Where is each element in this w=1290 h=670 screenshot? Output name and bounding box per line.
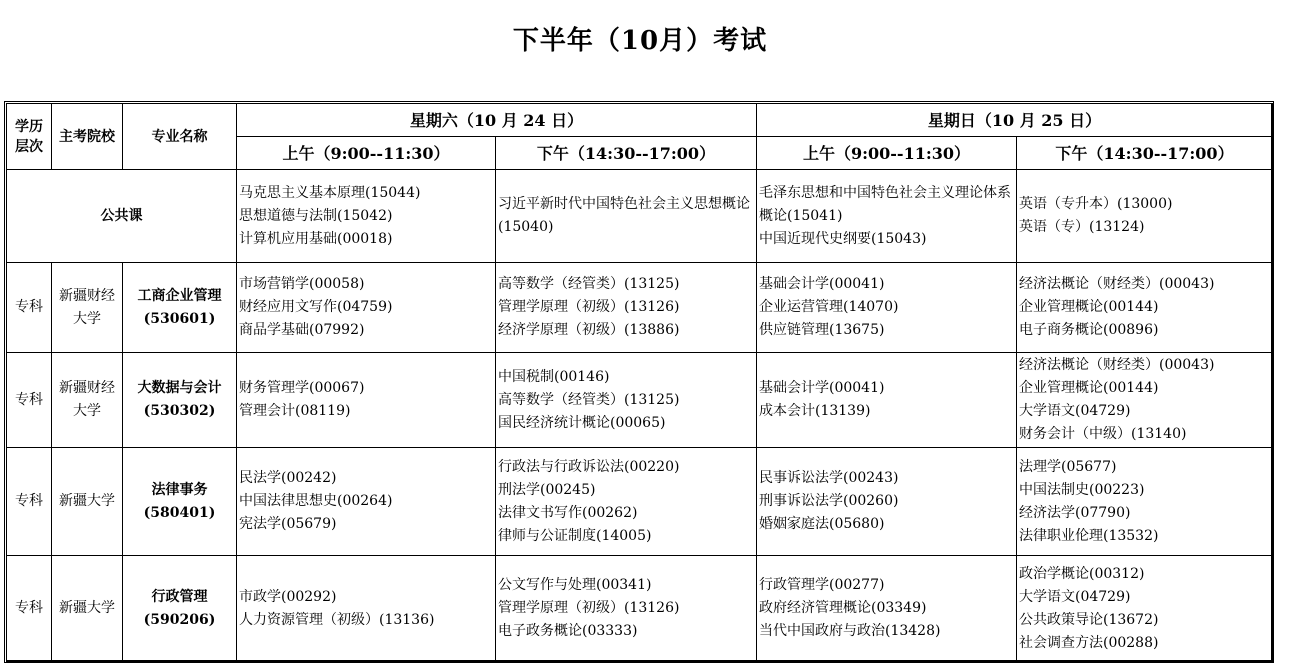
- course-item: 政治学概论(00312): [1019, 565, 1145, 582]
- course-item: 财务管理学(00067): [239, 380, 365, 396]
- header-sun-am: 上午（9:00--11:30）: [757, 137, 1017, 170]
- table-row: [7, 263, 1273, 353]
- header-day-sunday: 星期日（10 月 25 日）: [757, 104, 1273, 137]
- course-item: 电子政务概论(03333): [498, 623, 638, 639]
- major-name: 大数据与会计: [137, 380, 222, 396]
- public-course-row: [7, 170, 1273, 263]
- table-row: [7, 353, 1273, 448]
- public-sat-am-cell: [237, 170, 496, 263]
- major-cell: [123, 353, 237, 448]
- public-course-label: 公共课: [7, 170, 237, 263]
- course-item: 行政法与行政诉讼法(00220): [498, 458, 680, 475]
- course-item: 行政管理学(00277): [759, 577, 885, 593]
- course-item: 思想道德与法制(15042): [239, 207, 393, 224]
- course-item: 财经应用文写作(04759): [239, 299, 393, 315]
- course-item: 大学语文(04729): [1019, 403, 1131, 419]
- course-item: 刑事诉讼法学(00260): [759, 493, 899, 509]
- public-sat-pm-cell: [496, 170, 757, 263]
- course-item: 律师与公证制度(14005): [498, 527, 652, 544]
- course-item: 经济法学(07790): [1019, 504, 1131, 521]
- course-item: 社会调查方法(00288): [1019, 634, 1159, 651]
- course-item: 政府经济管理概论(03349): [759, 600, 927, 616]
- header-level: 学历层次: [7, 104, 52, 170]
- sat-pm-cell: [496, 263, 757, 353]
- course-item: 基础会计学(00041): [759, 380, 885, 396]
- course-item: 中国法制史(00223): [1019, 481, 1145, 498]
- sat-am-cell: [237, 353, 496, 448]
- course-item: 成本会计(13139): [759, 403, 871, 419]
- public-sun-am-cell: [757, 170, 1017, 263]
- major-code: (590206): [143, 611, 216, 628]
- sun-pm-cell: [1017, 448, 1273, 556]
- course-item: 电子商务概论(00896): [1019, 322, 1159, 338]
- course-item: 法律文书写作(00262): [498, 504, 638, 521]
- course-item: 高等数学（经管类）(13125): [498, 391, 680, 408]
- course-item: 高等数学（经管类）(13125): [498, 276, 680, 292]
- major-code: (530601): [143, 310, 216, 327]
- course-item: 管理会计(08119): [239, 403, 351, 419]
- header-sat-pm: 下午（14:30--17:00）: [496, 137, 757, 170]
- major-name: 行政管理: [151, 588, 208, 605]
- course-item: 法律职业伦理(13532): [1019, 527, 1159, 544]
- sat-am-cell: [237, 448, 496, 556]
- sun-am-cell: [757, 448, 1017, 556]
- course-item: 企业管理概论(00144): [1019, 380, 1159, 396]
- sun-pm-cell: [1017, 556, 1273, 662]
- sun-am-cell: [757, 353, 1017, 448]
- course-item: 国民经济统计概论(00065): [498, 414, 666, 431]
- exam-schedule-table: [6, 103, 1273, 662]
- sat-pm-cell: [496, 448, 757, 556]
- public-sun-pm-cell: [1017, 170, 1273, 263]
- course-item: 经济法概论（财经类）(00043): [1019, 276, 1215, 292]
- level-cell: 专科: [7, 448, 52, 556]
- course-item: 中国近现代史纲要(15043): [759, 230, 927, 247]
- level-cell: 专科: [7, 353, 52, 448]
- header-major: 专业名称: [123, 104, 237, 170]
- school-cell: 新疆财经大学: [52, 263, 123, 353]
- school-cell: 新疆大学: [52, 556, 123, 662]
- table-row: [7, 556, 1273, 662]
- school-cell: 新疆财经大学: [52, 353, 123, 448]
- sat-pm-cell: [496, 353, 757, 448]
- course-item: 英语（专）(13124): [1019, 219, 1145, 235]
- course-item: 人力资源管理（初级）(13136): [239, 611, 435, 628]
- course-item: 民事诉讼法学(00243): [759, 470, 899, 486]
- major-code: (530302): [143, 403, 216, 419]
- course-item: 企业管理概论(00144): [1019, 299, 1159, 315]
- course-item: 法理学(05677): [1019, 458, 1117, 475]
- course-item: 市政学(00292): [239, 588, 337, 605]
- course-item: 企业运营管理(14070): [759, 299, 899, 315]
- header-day-saturday: 星期六（10 月 24 日）: [237, 104, 757, 137]
- course-item: 财务会计（中级）(13140): [1019, 426, 1187, 442]
- sun-pm-cell: [1017, 263, 1273, 353]
- header-sat-am: 上午（9:00--11:30）: [237, 137, 496, 170]
- level-cell: 专科: [7, 556, 52, 662]
- major-cell: [123, 448, 237, 556]
- sun-pm-cell: [1017, 353, 1273, 448]
- course-item: 经济学原理（初级）(13886): [498, 322, 680, 338]
- sat-pm-cell: [496, 556, 757, 662]
- course-item: 基础会计学(00041): [759, 276, 885, 292]
- course-item: 宪法学(05679): [239, 516, 337, 532]
- course-item: 公共政策导论(13672): [1019, 611, 1159, 628]
- course-item: 民法学(00242): [239, 470, 337, 486]
- course-item: 英语（专升本）(13000): [1019, 196, 1173, 212]
- course-item: 习近平新时代中国特色社会主义思想概论(15040): [498, 196, 750, 235]
- course-item: 毛泽东思想和中国特色社会主义理论体系概论(15041): [759, 184, 1011, 224]
- major-cell: [123, 556, 237, 662]
- header-sun-pm: 下午（14:30--17:00）: [1017, 137, 1273, 170]
- course-item: 刑法学(00245): [498, 481, 596, 498]
- course-item: 供应链管理(13675): [759, 322, 885, 338]
- sat-am-cell: [237, 556, 496, 662]
- page-title: 下半年（10月）考试: [512, 26, 768, 56]
- sat-am-cell: [237, 263, 496, 353]
- course-item: 管理学原理（初级）(13126): [498, 299, 680, 315]
- level-cell: 专科: [7, 263, 52, 353]
- course-item: 计算机应用基础(00018): [239, 230, 393, 247]
- course-item: 大学语文(04729): [1019, 588, 1131, 605]
- course-item: 中国法律思想史(00264): [239, 493, 393, 509]
- course-item: 当代中国政府与政治(13428): [759, 623, 941, 639]
- course-item: 婚姻家庭法(05680): [759, 516, 885, 532]
- table-row: [7, 448, 1273, 556]
- course-item: 公文写作与处理(00341): [498, 577, 652, 593]
- header-school: 主考院校: [52, 104, 123, 170]
- course-item: 中国税制(00146): [498, 368, 610, 385]
- course-item: 马克思主义基本原理(15044): [239, 184, 421, 201]
- course-item: 商品学基础(07992): [239, 322, 365, 338]
- course-item: 市场营销学(00058): [239, 276, 365, 292]
- major-cell: [123, 263, 237, 353]
- sun-am-cell: [757, 263, 1017, 353]
- major-name: 法律事务: [151, 481, 208, 498]
- major-code: (580401): [143, 504, 216, 521]
- major-name: 工商企业管理: [137, 287, 222, 304]
- school-cell: 新疆大学: [52, 448, 123, 556]
- course-item: 管理学原理（初级）(13126): [498, 600, 680, 616]
- sun-am-cell: [757, 556, 1017, 662]
- course-item: 经济法概论（财经类）(00043): [1019, 357, 1215, 373]
